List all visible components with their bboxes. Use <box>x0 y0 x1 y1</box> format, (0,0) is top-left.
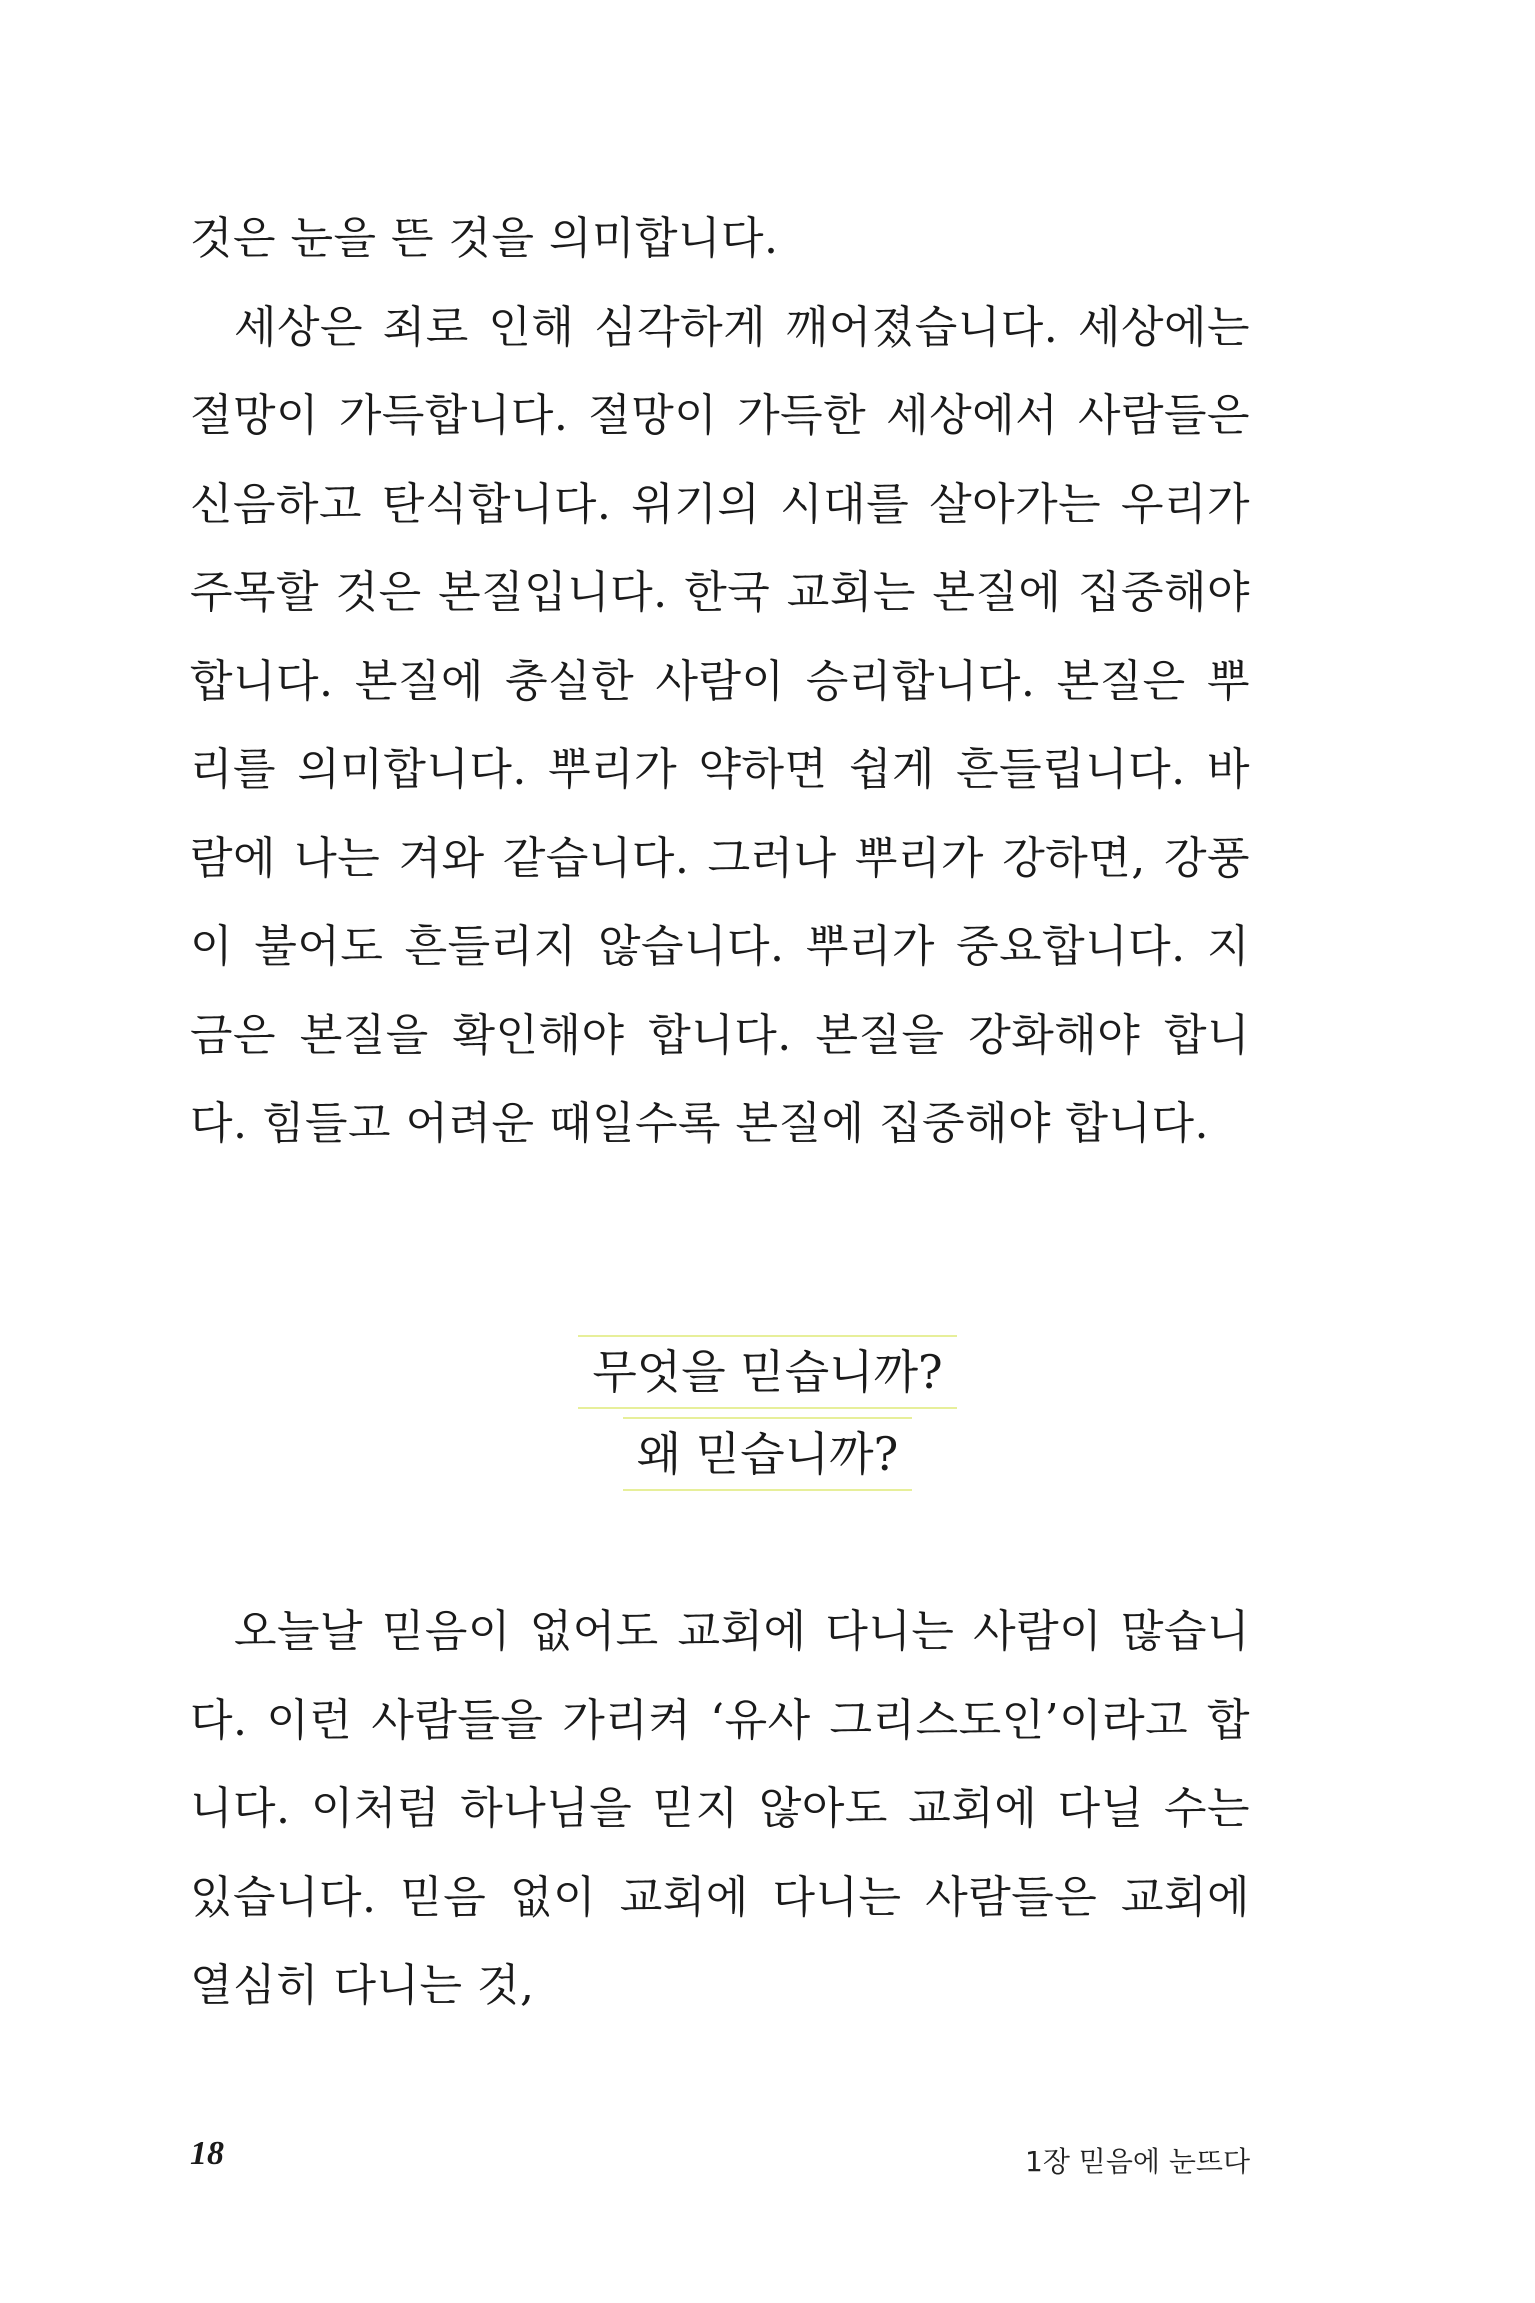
body-text-block-bottom <box>190 1588 1250 2031</box>
body-text-block-top <box>190 195 1250 1169</box>
subheading-line-1: 무엇을 믿습니까? <box>578 1335 956 1409</box>
running-head-chapter-title: 1장 믿음에 눈뜨다 <box>1025 2145 1250 2178</box>
subheading-line-2: 왜 믿습니까? <box>623 1417 912 1491</box>
paragraph-continuation: 것은 눈을 뜬 것을 의미합니다. <box>190 213 779 264</box>
paragraph-pseudo-christian: 오늘날 믿음이 없어도 교회에 다니는 사람이 많습니다. 이런 사람들을 가리켜 ‘유사 그리스도인’이라고 합니다. 이처럼 하나님을 믿지 않아도 교회에 다닐 수는 있습니다. 믿음 없이 교회에 다니는 사람들은 교회에 열심히 다니는 것, <box>190 1606 1250 2011</box>
paragraph-essence: 세상은 죄로 인해 심각하게 깨어졌습니다. 세상에는 절망이 가득합니다. 절망이 가득한 세상에서 사람들은 신음하고 탄식합니다. 위기의 시대를 살아가는 우리가 주목할 것은 본질입니다. 한국 교회는 본질에 집중해야 합니다. 본질에 충실한 사람이 승리합니다. 본질은 뿌리를 의미합니다. 뿌리가 약하면 쉽게 흔들립니다. 바람에 나는 겨와 같습니다. 그러나 뿌리가 강하면, 강풍이 불어도 흔들리지 않습니다. 뿌리가 중요합니다. 지금은 본질을 확인해야 합니다. 본질을 강화해야 합니다. 힘들고 어려운 때일수록 본질에 집중해야 합니다. <box>190 301 1250 1149</box>
section-subheading <box>0 1335 1535 1499</box>
page-number: 18 <box>190 2135 224 2172</box>
